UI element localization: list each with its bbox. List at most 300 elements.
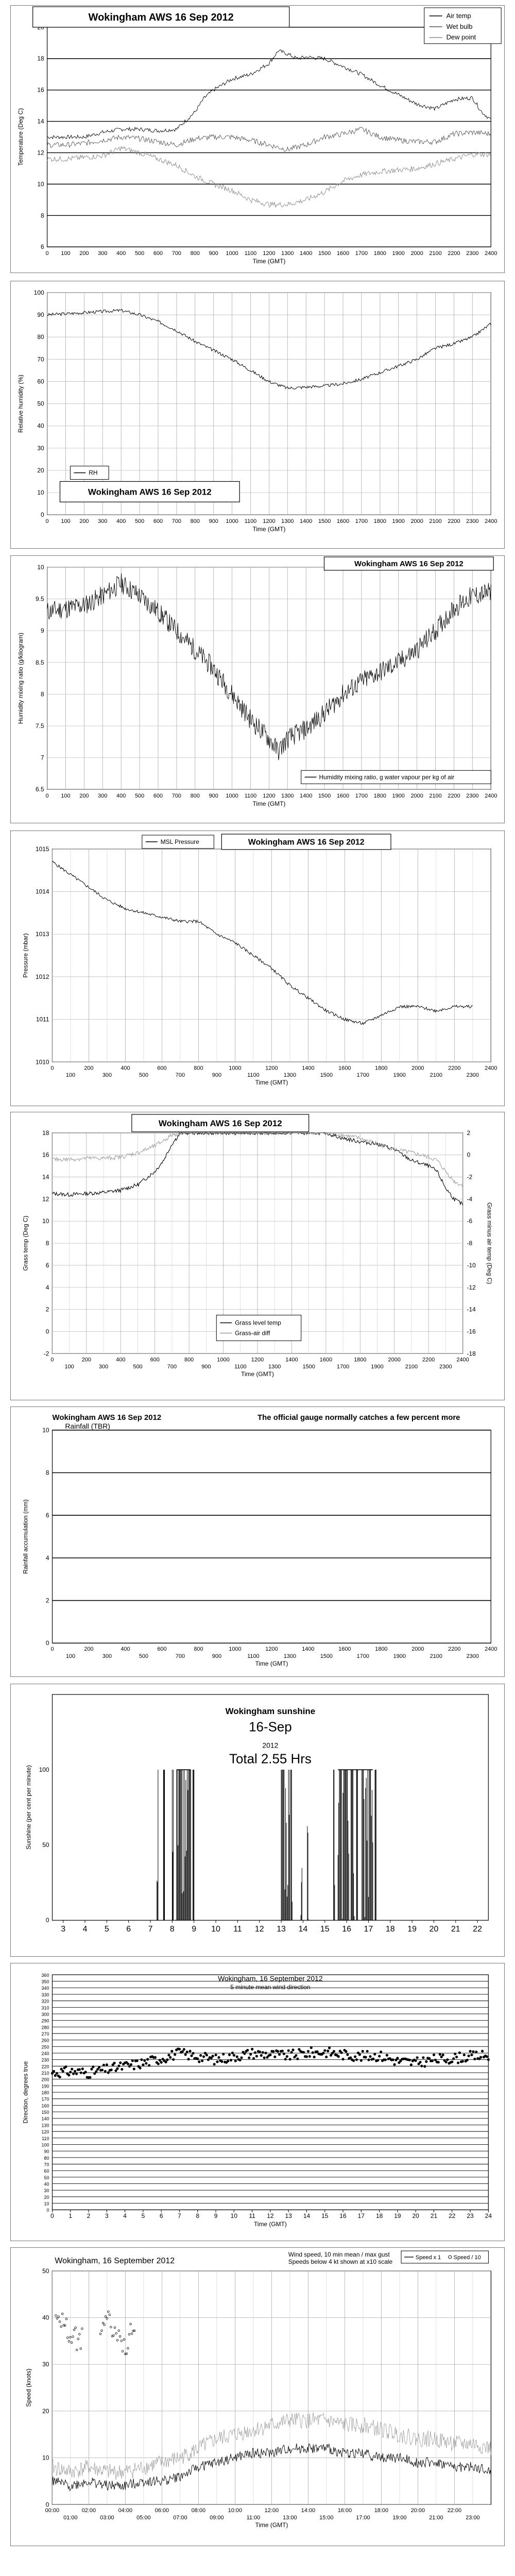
wind-direction-point bbox=[119, 2061, 122, 2064]
plot-area bbox=[53, 1430, 491, 1643]
x-tick-label: 04:00 bbox=[118, 2507, 133, 2514]
wind-direction-point bbox=[252, 2057, 255, 2060]
y-tick-label: 180 bbox=[41, 2090, 49, 2096]
x-tick-label: 1500 bbox=[320, 1072, 333, 1079]
x-tick-label: 1400 bbox=[302, 1065, 315, 1072]
x-tick-label: 1200 bbox=[265, 1646, 278, 1653]
y-tick-label: 40 bbox=[37, 422, 44, 430]
chart-title: Wokingham AWS 16 Sep 2012 bbox=[248, 838, 365, 847]
y-tick-label: 10 bbox=[44, 2201, 49, 2207]
y-right-tick-label: -6 bbox=[467, 1217, 473, 1225]
x-tick-label: 00:00 bbox=[45, 2507, 60, 2514]
wind-direction-point bbox=[393, 2063, 396, 2066]
y-tick-label: 170 bbox=[41, 2096, 49, 2102]
grass-temp-chart bbox=[11, 1112, 504, 1400]
x-tick-label: 1800 bbox=[373, 793, 387, 800]
x-tick-label: 15:00 bbox=[319, 2515, 334, 2521]
x-tick-label: 1700 bbox=[356, 1653, 370, 1660]
x-tick-label: 400 bbox=[116, 250, 126, 257]
x-tick-label: 700 bbox=[171, 518, 182, 525]
wind-direction-point bbox=[333, 2050, 335, 2053]
wind-direction-point bbox=[140, 2058, 143, 2061]
x-tick-label: 3 bbox=[61, 1925, 66, 1934]
y-right-tick-label: -12 bbox=[467, 1283, 476, 1291]
wind-direction-point bbox=[439, 2053, 441, 2056]
x-tick-label: 11 bbox=[233, 1925, 242, 1934]
wind-direction-point bbox=[166, 2058, 168, 2061]
wind-direction-point bbox=[196, 2058, 199, 2060]
x-tick-label: 1400 bbox=[302, 1646, 315, 1653]
y-tick-label: 200 bbox=[41, 2077, 49, 2082]
x-tick-label: 1000 bbox=[226, 793, 238, 800]
wind-direction-point bbox=[255, 2055, 258, 2057]
y-axis-title: Humidity mixing ratio (g/kilogram) bbox=[16, 633, 24, 724]
wind-direction-point bbox=[62, 2070, 64, 2073]
x-tick-label: 200 bbox=[79, 518, 89, 525]
wind-direction-point bbox=[428, 2057, 431, 2060]
y-tick-label: 30 bbox=[37, 444, 44, 452]
x-tick-label: 17 bbox=[357, 2212, 365, 2220]
x-tick-label: 1200 bbox=[263, 250, 276, 257]
wind-direction-point bbox=[308, 2055, 311, 2058]
x-tick-label: 13 bbox=[277, 1925, 286, 1934]
x-tick-label: 1400 bbox=[285, 1357, 298, 1363]
wind-direction-point bbox=[263, 2057, 266, 2059]
y-tick-label: 18 bbox=[37, 55, 44, 62]
x-tick-label: 12:00 bbox=[264, 2507, 279, 2514]
wind-direction-point bbox=[272, 2050, 274, 2053]
x-tick-label: 22:00 bbox=[447, 2507, 462, 2514]
wind-direction-point bbox=[307, 2050, 310, 2053]
y-tick-label: 12 bbox=[42, 1195, 49, 1203]
wind-direction-point bbox=[372, 2058, 374, 2060]
wind-direction-point bbox=[366, 2050, 369, 2053]
wind-direction-point bbox=[215, 2054, 217, 2056]
wind-direction-point bbox=[360, 2059, 363, 2062]
y-tick-label: 290 bbox=[41, 2018, 49, 2024]
x-tick-label: 09:00 bbox=[210, 2515, 224, 2521]
y-tick-label: 16 bbox=[37, 86, 44, 94]
wind-direction-point bbox=[469, 2050, 471, 2053]
sunshine-chart bbox=[11, 1684, 504, 1956]
x-tick-label: 900 bbox=[212, 1653, 222, 1660]
y-right-tick-label: -4 bbox=[467, 1195, 473, 1203]
plot-area bbox=[47, 27, 491, 247]
wind-direction-point bbox=[54, 2074, 57, 2077]
wind-direction-point bbox=[164, 2061, 167, 2063]
wind-direction-point bbox=[107, 2071, 110, 2074]
x-tick-label: 800 bbox=[190, 793, 200, 800]
y-tick-label: 210 bbox=[41, 2071, 49, 2076]
y-tick-label: 14 bbox=[42, 1173, 49, 1181]
wind-direction-point bbox=[446, 2058, 449, 2061]
x-tick-label: 16 bbox=[339, 2212, 347, 2220]
y-tick-label: 0 bbox=[45, 2501, 49, 2509]
wind-direction-point bbox=[260, 2054, 263, 2057]
x-tick-label: 14:00 bbox=[301, 2507, 316, 2514]
x-tick-label: 1700 bbox=[355, 793, 368, 800]
x-tick-label: 1300 bbox=[281, 250, 294, 257]
x-tick-label: 14 bbox=[303, 2212, 311, 2220]
y-tick-label: 30 bbox=[44, 2188, 49, 2194]
y-axis-title: Grass temp (Deg C) bbox=[22, 1215, 29, 1271]
x-tick-label: 2000 bbox=[411, 1646, 424, 1653]
chart-title: Wokingham, 16 September 2012 bbox=[218, 1974, 323, 1982]
legend-label: RH bbox=[89, 469, 98, 477]
wind-direction-point bbox=[117, 2064, 120, 2067]
x-tick-label: 2000 bbox=[410, 250, 423, 257]
y-tick-label: 40 bbox=[44, 2181, 49, 2187]
y-tick-label: 20 bbox=[44, 2194, 49, 2200]
y-tick-label: 10 bbox=[42, 2454, 49, 2462]
y-tick-label: 1015 bbox=[35, 845, 49, 853]
y-axis-title: Relative humidity (%) bbox=[16, 375, 24, 433]
wind-direction-point bbox=[278, 2053, 281, 2056]
wind-direction-point bbox=[81, 2067, 84, 2070]
wind-direction-point bbox=[444, 2061, 447, 2063]
x-axis-title: Time (GMT) bbox=[255, 1660, 288, 1668]
x-axis-title: Time (GMT) bbox=[241, 1370, 274, 1378]
y-tick-label: 220 bbox=[41, 2064, 49, 2070]
wind-direction-point bbox=[174, 2053, 176, 2056]
wind-direction-point bbox=[486, 2055, 488, 2058]
y-tick-label: 150 bbox=[41, 2110, 49, 2115]
x-tick-label: 12 bbox=[254, 1925, 264, 1934]
wind-direction-point bbox=[130, 2063, 132, 2066]
wind-direction-point bbox=[80, 2072, 82, 2074]
wind-direction-point bbox=[198, 2060, 200, 2063]
x-tick-label: 1500 bbox=[318, 250, 331, 257]
y-tick-label: 0 bbox=[40, 511, 44, 519]
y-tick-label: 0 bbox=[45, 1328, 49, 1335]
y-tick-label: 10 bbox=[42, 1426, 49, 1434]
x-tick-label: 2300 bbox=[466, 250, 479, 257]
x-tick-label: 1300 bbox=[283, 1072, 297, 1079]
wind-direction-point bbox=[367, 2059, 370, 2061]
x-tick-label: 1100 bbox=[244, 793, 257, 800]
wind-direction-point bbox=[230, 2059, 232, 2061]
wind-direction-point bbox=[352, 2059, 355, 2062]
y-tick-label: 0 bbox=[45, 1639, 49, 1647]
x-tick-label: 500 bbox=[133, 1364, 143, 1370]
wind-direction-point bbox=[286, 2055, 288, 2058]
wind-direction-point bbox=[95, 2070, 97, 2073]
wind-direction-point bbox=[312, 2051, 314, 2054]
wind-direction-point bbox=[365, 2056, 367, 2058]
wind-direction-point bbox=[56, 2072, 58, 2075]
wind-direction-point bbox=[192, 2052, 194, 2055]
x-tick-label: 2300 bbox=[466, 1653, 479, 1660]
chart-annotation: The official gauge normally catches a few percent more bbox=[258, 1413, 460, 1422]
y-tick-label: 7 bbox=[40, 754, 44, 761]
x-tick-label: 1800 bbox=[373, 518, 387, 525]
x-tick-label: 900 bbox=[209, 250, 218, 257]
x-tick-label: 5 bbox=[104, 1925, 109, 1934]
y-tick-label: 1010 bbox=[35, 1058, 49, 1066]
y-tick-label: 4 bbox=[45, 1554, 49, 1562]
wind-direction-point bbox=[227, 2060, 229, 2062]
wind-direction-point bbox=[113, 2062, 115, 2064]
wind-direction-point bbox=[167, 2054, 170, 2056]
wind-direction-point bbox=[222, 2053, 225, 2056]
y-right-tick-label: -16 bbox=[467, 1328, 476, 1335]
wind-direction-point bbox=[358, 2053, 361, 2056]
x-tick-label: 14 bbox=[298, 1925, 308, 1934]
y-tick-label: 130 bbox=[41, 2123, 49, 2128]
x-tick-label: 3 bbox=[105, 2212, 109, 2220]
temperature-chart bbox=[11, 6, 504, 273]
x-tick-label: 1700 bbox=[336, 1364, 350, 1370]
y-tick-label: 1013 bbox=[35, 930, 49, 938]
x-tick-label: 1000 bbox=[226, 518, 238, 525]
x-tick-label: 8 bbox=[196, 2212, 200, 2220]
wind-direction-point bbox=[102, 2064, 105, 2066]
wind-direction-point bbox=[467, 2055, 470, 2057]
x-tick-label: 400 bbox=[116, 793, 126, 800]
wind-direction-point bbox=[425, 2060, 427, 2063]
x-tick-label: 1500 bbox=[318, 793, 331, 800]
x-tick-label: 2200 bbox=[448, 1646, 461, 1653]
legend-label: Grass level temp bbox=[235, 1319, 281, 1327]
y-tick-label: 50 bbox=[42, 2267, 49, 2275]
x-tick-label: 22 bbox=[473, 1925, 482, 1934]
chart-subtitle: Wind speed, 10 min mean / max gust bbox=[288, 2250, 390, 2258]
wind-direction-point bbox=[240, 2056, 243, 2059]
x-tick-label: 500 bbox=[139, 1653, 149, 1660]
y-tick-label: 250 bbox=[41, 2044, 49, 2050]
y-tick-label: 14 bbox=[37, 117, 44, 125]
x-tick-label: 0 bbox=[50, 1646, 54, 1653]
wind-direction-point bbox=[461, 2060, 464, 2062]
wind-direction-point bbox=[69, 2071, 72, 2073]
wind-direction-point bbox=[53, 2070, 55, 2073]
y-tick-label: 8 bbox=[45, 1469, 49, 1477]
wind-direction-point bbox=[220, 2060, 223, 2063]
x-tick-label: 01:00 bbox=[63, 2515, 78, 2521]
wind-direction-point bbox=[420, 2064, 423, 2067]
x-tick-label: 1700 bbox=[356, 1072, 370, 1079]
x-tick-label: 100 bbox=[65, 1653, 76, 1660]
x-tick-label: 300 bbox=[98, 518, 108, 525]
x-tick-label: 2100 bbox=[430, 1072, 442, 1079]
x-tick-label: 500 bbox=[139, 1072, 149, 1079]
x-tick-label: 2400 bbox=[485, 1065, 497, 1072]
wind-direction-point bbox=[454, 2053, 456, 2055]
chart-title: Wokingham, 16 September 2012 bbox=[55, 2256, 175, 2265]
y-tick-label: 8 bbox=[40, 690, 44, 698]
x-tick-label: 2300 bbox=[466, 1072, 479, 1079]
wind-direction-point bbox=[181, 2050, 184, 2053]
y-tick-label: 260 bbox=[41, 2038, 49, 2043]
x-tick-label: 500 bbox=[134, 250, 145, 257]
wind-direction-point bbox=[106, 2063, 108, 2066]
x-tick-label: 2000 bbox=[410, 518, 423, 525]
wind-direction-point bbox=[139, 2066, 141, 2069]
x-tick-label: 300 bbox=[102, 1653, 112, 1660]
x-tick-label: 1600 bbox=[338, 1646, 351, 1653]
x-tick-label: 1300 bbox=[268, 1364, 281, 1370]
y-tick-label: 60 bbox=[37, 378, 44, 385]
wind-direction-point bbox=[71, 2067, 73, 2070]
wind-direction-point bbox=[188, 2050, 191, 2053]
y-tick-label: 2 bbox=[45, 1306, 49, 1313]
y-tick-label: -2 bbox=[43, 1350, 49, 1358]
x-tick-label: 21 bbox=[430, 2212, 438, 2220]
x-tick-label: 13 bbox=[285, 2212, 292, 2220]
x-tick-label: 19 bbox=[394, 2212, 401, 2220]
x-tick-label: 20 bbox=[429, 1925, 439, 1934]
x-tick-label: 1500 bbox=[302, 1364, 315, 1370]
y-tick-label: 0 bbox=[46, 2208, 49, 2213]
wind-direction-point bbox=[473, 2058, 476, 2060]
wind-direction-point bbox=[373, 2053, 376, 2056]
wind-direction-point bbox=[202, 2055, 205, 2058]
x-tick-label: 700 bbox=[175, 1653, 185, 1660]
y-right-tick-label: 2 bbox=[467, 1129, 471, 1137]
x-tick-label: 2000 bbox=[410, 793, 423, 800]
wind-direction-point bbox=[313, 2056, 316, 2058]
wind-direction-point bbox=[243, 2052, 246, 2055]
x-tick-label: 900 bbox=[212, 1072, 222, 1079]
y-tick-label: 320 bbox=[41, 1998, 49, 2004]
chart-title: Wokingham AWS 16 Sep 2012 bbox=[158, 1118, 282, 1128]
wind-direction-point bbox=[262, 2051, 264, 2054]
x-tick-label: 700 bbox=[167, 1364, 177, 1370]
x-tick-label: 1900 bbox=[371, 1364, 384, 1370]
x-tick-label: 2300 bbox=[466, 518, 479, 525]
y-tick-label: 16 bbox=[42, 1151, 49, 1159]
x-tick-label: 400 bbox=[121, 1646, 130, 1653]
x-tick-label: 900 bbox=[209, 518, 218, 525]
wind-direction-point bbox=[295, 2054, 297, 2057]
wind-speed-chart-panel bbox=[10, 2247, 505, 2546]
x-tick-label: 6 bbox=[159, 2212, 163, 2220]
wind-direction-point bbox=[236, 2056, 238, 2058]
wind-direction-point bbox=[89, 2076, 91, 2079]
pressure-chart bbox=[11, 831, 504, 1106]
x-tick-label: 15 bbox=[320, 1925, 330, 1934]
wind-direction-point bbox=[231, 2052, 234, 2054]
temperature-chart-panel bbox=[10, 5, 505, 273]
x-tick-label: 2300 bbox=[439, 1364, 452, 1370]
x-tick-label: 300 bbox=[98, 793, 108, 800]
x-tick-label: 500 bbox=[134, 518, 145, 525]
y-axis-title: Direction, degrees true bbox=[22, 2061, 29, 2124]
x-tick-label: 10 bbox=[230, 2212, 237, 2220]
x-tick-label: 1200 bbox=[265, 1065, 278, 1072]
legend-label: Humidity mixing ratio, g water vapour per kg of air bbox=[319, 773, 455, 781]
wind-direction-point bbox=[75, 2073, 78, 2075]
wind-direction-point bbox=[466, 2059, 469, 2061]
x-tick-label: 600 bbox=[157, 1065, 167, 1072]
x-tick-label: 06:00 bbox=[154, 2507, 169, 2514]
x-tick-label: 1800 bbox=[375, 1646, 388, 1653]
legend-label: Speed x 1 bbox=[415, 2254, 441, 2261]
x-tick-label: 1 bbox=[68, 2212, 73, 2220]
wind-direction-point bbox=[423, 2065, 426, 2067]
wind-direction-point bbox=[437, 2061, 440, 2063]
x-tick-label: 1300 bbox=[281, 518, 294, 525]
wind-direction-point bbox=[254, 2051, 256, 2054]
x-tick-label: 1600 bbox=[336, 793, 350, 800]
y-tick-label: 1014 bbox=[35, 888, 49, 895]
wind-direction-point bbox=[410, 2063, 413, 2066]
x-tick-label: 900 bbox=[209, 793, 218, 800]
y-tick-label: 360 bbox=[41, 1972, 49, 1978]
x-tick-label: 1900 bbox=[392, 250, 405, 257]
y-tick-label: 120 bbox=[41, 2129, 49, 2135]
y-tick-label: 12 bbox=[37, 149, 44, 157]
wind-direction-point bbox=[354, 2055, 356, 2058]
x-tick-label: 400 bbox=[121, 1065, 130, 1072]
y-tick-label: 8 bbox=[40, 212, 44, 219]
x-tick-label: 1900 bbox=[392, 518, 405, 525]
y-right-axis-title: Grass minus air temp (Deg C) bbox=[486, 1202, 493, 1284]
wind-direction-point bbox=[322, 2052, 324, 2054]
wind-direction-point bbox=[142, 2063, 144, 2066]
x-tick-label: 1100 bbox=[244, 250, 257, 257]
chart-subtitle: 16-Sep bbox=[249, 1720, 292, 1735]
y-tick-label: 90 bbox=[44, 2149, 49, 2155]
wind-direction-point bbox=[386, 2054, 388, 2057]
y-tick-label: 80 bbox=[44, 2155, 49, 2161]
y-tick-label: 100 bbox=[41, 2142, 49, 2148]
wind-direction-point bbox=[207, 2058, 210, 2061]
wind-direction-point bbox=[92, 2065, 94, 2068]
x-tick-label: 21 bbox=[451, 1925, 460, 1934]
x-tick-label: 02:00 bbox=[81, 2507, 96, 2514]
wind-direction-point bbox=[154, 2056, 157, 2059]
wind-direction-point bbox=[121, 2068, 123, 2071]
x-tick-label: 1100 bbox=[234, 1364, 247, 1370]
x-tick-label: 2 bbox=[87, 2212, 91, 2220]
x-tick-label: 200 bbox=[84, 1646, 94, 1653]
wind-direction-point bbox=[433, 2054, 435, 2056]
y-tick-label: 1012 bbox=[35, 973, 49, 980]
humidity-chart-panel bbox=[10, 281, 505, 549]
wind-direction-point bbox=[178, 2048, 181, 2050]
wind-direction-point bbox=[104, 2070, 107, 2073]
wind-direction-point bbox=[205, 2054, 208, 2056]
chart-year: 2012 bbox=[262, 1741, 279, 1750]
wind-direction-point bbox=[143, 2059, 146, 2062]
x-tick-label: 10 bbox=[211, 1925, 220, 1934]
x-tick-label: 07:00 bbox=[173, 2515, 187, 2521]
y-tick-label: 4 bbox=[45, 1283, 49, 1291]
wind-direction-point bbox=[415, 2059, 417, 2062]
wind-direction-point bbox=[442, 2054, 444, 2056]
x-tick-label: 2400 bbox=[485, 793, 497, 800]
wind-direction-point bbox=[251, 2048, 253, 2050]
wind-direction-point bbox=[416, 2056, 419, 2059]
wind-direction-point bbox=[213, 2063, 216, 2065]
y-tick-label: 10 bbox=[37, 489, 44, 497]
x-tick-label: 19 bbox=[407, 1925, 417, 1934]
y-tick-label: 50 bbox=[44, 2175, 49, 2180]
wind-direction-point bbox=[273, 2056, 276, 2058]
x-tick-label: 2400 bbox=[485, 250, 497, 257]
x-tick-label: 700 bbox=[171, 793, 182, 800]
y-tick-label: 60 bbox=[44, 2168, 49, 2174]
x-tick-label: 16:00 bbox=[337, 2507, 352, 2514]
chart-total: Total 2.55 Hrs bbox=[229, 1752, 312, 1767]
chart-title: Wokingham AWS 16 Sep 2012 bbox=[88, 11, 234, 23]
y-tick-label: 9 bbox=[40, 627, 44, 635]
chart-title: Wokingham AWS 16 Sep 2012 bbox=[88, 487, 212, 497]
x-tick-label: 900 bbox=[201, 1364, 211, 1370]
wind-direction-chart-panel bbox=[10, 1963, 505, 2241]
x-axis-title: Time (GMT) bbox=[252, 258, 286, 265]
